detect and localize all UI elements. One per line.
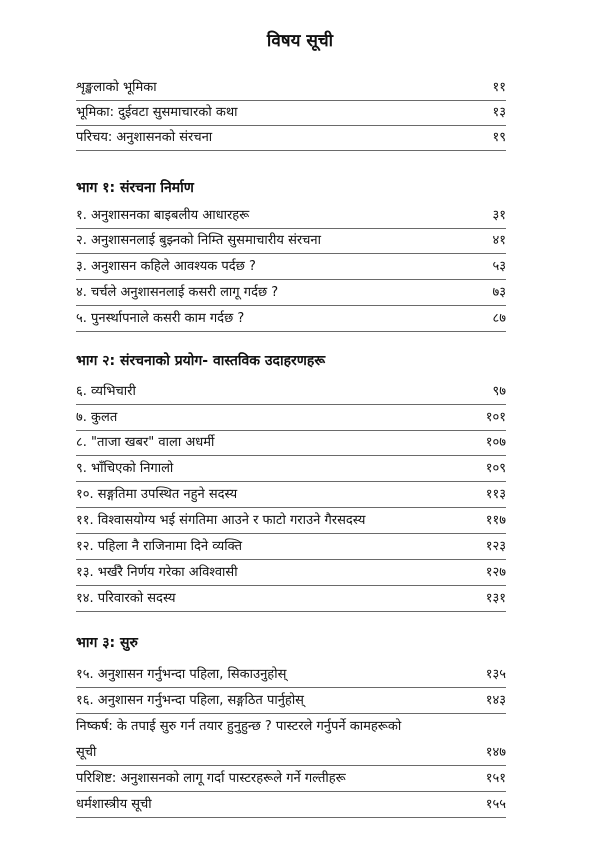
toc-entry-page: ५३ <box>492 259 506 274</box>
toc-entry-page: ४१ <box>492 233 506 248</box>
toc-entry-label: परिचय: अनुशासनको संरचना <box>76 130 213 145</box>
entry-divider <box>76 404 506 405</box>
toc-entry <box>76 460 506 478</box>
toc-entry <box>76 129 506 147</box>
toc-entry-label: शृङ्खलाको भूमिका <box>76 80 157 95</box>
toc-entry <box>76 310 506 328</box>
entry-divider <box>76 585 506 586</box>
entry-divider <box>76 713 506 714</box>
toc-entry-page: १०७ <box>485 435 506 450</box>
toc-entry <box>76 79 506 97</box>
toc-entry-page: १५१ <box>485 771 506 786</box>
toc-entry <box>76 770 506 788</box>
toc-entry-label: ४. चर्चले अनुशासनलाई कसरी लागू गर्दछ ? <box>76 285 279 300</box>
toc-entry-label: १. अनुशासनका बाइबलीय आधारहरू <box>76 208 250 223</box>
toc-entry <box>76 284 506 302</box>
toc-entry <box>76 434 506 452</box>
toc-entry-label: ६. व्यभिचारी <box>76 384 136 399</box>
entry-divider <box>76 559 506 560</box>
entry-divider <box>76 253 506 254</box>
toc-entry <box>76 666 506 684</box>
toc-entry <box>76 409 506 427</box>
toc-entry-page: ८७ <box>492 311 506 326</box>
toc-entry <box>76 207 506 225</box>
toc-entry-label: १४. परिवारको सदस्य <box>76 591 176 606</box>
toc-entry-page: १९ <box>492 130 506 145</box>
toc-entry-label: १६. अनुशासन गर्नुभन्दा पहिला, सङ्गठित पार्नुहोस् <box>76 693 304 708</box>
toc-entry <box>76 104 506 122</box>
toc-entry <box>76 692 506 710</box>
entry-divider <box>76 100 506 101</box>
entry-divider <box>76 481 506 482</box>
toc-entry-conclusion-cont <box>76 744 506 762</box>
entry-divider <box>76 228 506 229</box>
toc-entry-page: १५५ <box>485 797 506 812</box>
toc-entry <box>76 796 506 814</box>
toc-entry-label: १३. भर्खरै निर्णय गरेका अविश्वासी <box>76 565 238 580</box>
toc-entry-conclusion <box>76 718 506 736</box>
toc-entry-label: सूची <box>76 745 97 760</box>
entry-divider <box>76 305 506 306</box>
toc-entry-label: निष्कर्ष: के तपाई सुरु गर्न तयार हुनुहुन्छ ? पास्टरले गर्नुपर्ने कामहरूको <box>76 719 402 734</box>
toc-entry-page: १०१ <box>485 410 506 425</box>
entry-divider <box>76 430 506 431</box>
toc-entry-label: ९. भाँचिएको निगालो <box>76 461 174 476</box>
toc-entry-page: १२७ <box>485 565 506 580</box>
toc-entry <box>76 538 506 556</box>
entry-divider <box>76 150 506 151</box>
entry-divider <box>76 611 506 612</box>
toc-entry-label: परिशिष्ट: अनुशासनको लागू गर्दा पास्टरहरूले गर्ने गल्तीहरू <box>76 771 346 786</box>
entry-divider <box>76 125 506 126</box>
toc-entry <box>76 383 506 401</box>
toc-entry <box>76 564 506 582</box>
entry-divider <box>76 817 506 818</box>
toc-entry-page: १४३ <box>485 693 506 708</box>
toc-entry-label: १५. अनुशासन गर्नुभन्दा पहिला, सिकाउनुहोस् <box>76 667 287 682</box>
entry-divider <box>76 507 506 508</box>
entry-divider <box>76 765 506 766</box>
entry-divider <box>76 331 506 332</box>
toc-entry-page: १३ <box>492 105 506 120</box>
toc-entry-label: ५. पुनर्स्थापनाले कसरी काम गर्दछ ? <box>76 311 245 326</box>
toc-entry-page: ११ <box>492 80 506 95</box>
page-title: विषय सूची <box>266 31 334 51</box>
entry-divider <box>76 279 506 280</box>
toc-entry <box>76 232 506 250</box>
toc-entry <box>76 258 506 276</box>
toc-entry-label: १०. सङ्गतिमा उपस्थित नहुने सदस्य <box>76 487 238 502</box>
toc-entry-label: ११. विश्वासयोग्य भई संगतिमा आउने र फाटो गराउने गैरसदस्य <box>76 513 366 528</box>
toc-entry-label: २. अनुशासनलाई बुझ्नको निम्ति सुसमाचारीय संरचना <box>76 233 322 248</box>
toc-entry <box>76 590 506 608</box>
toc-entry-page: ११३ <box>485 487 506 502</box>
toc-entry-page: १४७ <box>485 745 506 760</box>
part-3-heading: भाग ३: सुरु <box>76 635 138 651</box>
entry-divider <box>76 791 506 792</box>
toc-entry-label: धर्मशास्त्रीय सूची <box>76 797 152 812</box>
toc-entry-page: १२३ <box>485 539 506 554</box>
toc-entry-label: भूमिका: दुईवटा सुसमाचारको कथा <box>76 105 238 120</box>
part-1-heading: भाग १: संरचना निर्माण <box>76 180 194 196</box>
toc-entry-label: ३. अनुशासन कहिले आवश्यक पर्दछ ? <box>76 259 256 274</box>
toc-entry-page: १३५ <box>485 667 506 682</box>
toc-entry-label: ७. कुलत <box>76 410 118 425</box>
entry-divider <box>76 533 506 534</box>
toc-entry-page: ७३ <box>492 285 506 300</box>
toc-entry-page: १०९ <box>485 461 506 476</box>
toc-entry-page: ३१ <box>492 208 506 223</box>
toc-entry-label: ८. "ताजा खबर" वाला अधर्मी <box>76 435 215 450</box>
part-2-heading: भाग २: संरचनाको प्रयोग- वास्तविक उदाहरणहरू <box>76 353 326 369</box>
toc-entry <box>76 486 506 504</box>
toc-entry-page: १३१ <box>485 591 506 606</box>
toc-entry-page: ११७ <box>485 513 506 528</box>
toc-entry-page: ९७ <box>492 384 506 399</box>
entry-divider <box>76 687 506 688</box>
toc-entry-label: १२. पहिला नै राजिनामा दिने व्यक्ति <box>76 539 243 554</box>
entry-divider <box>76 455 506 456</box>
toc-entry <box>76 512 506 530</box>
